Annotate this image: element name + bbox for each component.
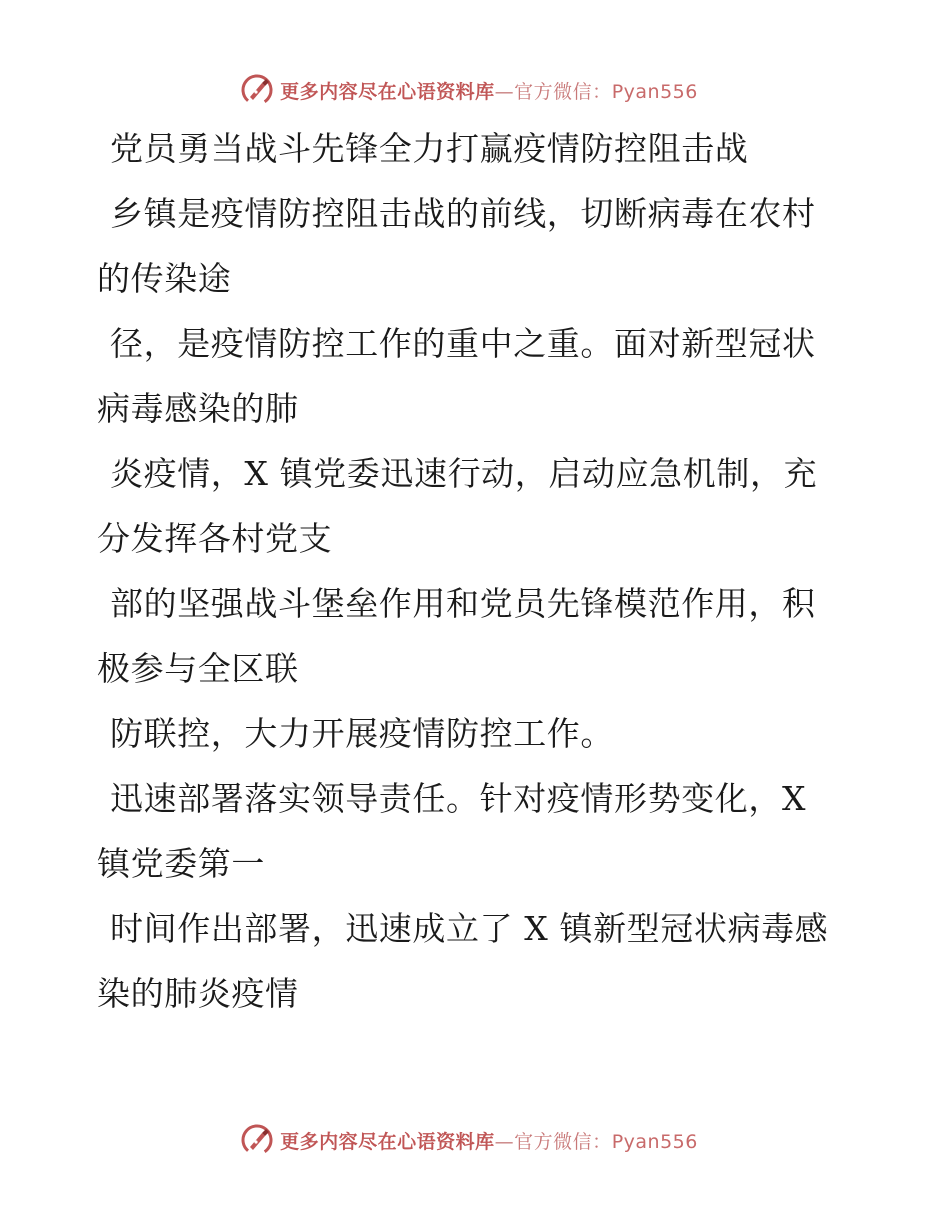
document-body — [97, 116, 857, 1026]
banner-content — [240, 73, 698, 107]
banner-wechat-id: Pyan556 — [611, 1130, 698, 1153]
pen-nib-seal-icon — [240, 73, 274, 107]
banner-site-text: 更多内容尽在心语资料库 — [280, 80, 495, 103]
paragraph-line: 极参与全区联 — [97, 649, 299, 688]
paragraph-line: 部的坚强战斗堡垒作用和党员先锋模范作用，积 — [110, 584, 816, 623]
paragraph-line: 乡镇是疫情防控阻击战的前线，切断病毒在农村 — [110, 194, 816, 233]
paragraph-line: 病毒感染的肺 — [97, 389, 299, 428]
paragraph — [97, 311, 857, 441]
paragraph — [97, 441, 857, 571]
banner-wechat-label: 官方微信： — [514, 1130, 612, 1153]
banner-content — [240, 1123, 698, 1157]
banner-text — [280, 1127, 698, 1154]
paragraph-line: 的传染途 — [97, 259, 232, 298]
paragraph-line: 党员勇当战斗先锋全力打赢疫情防控阻击战 — [110, 129, 749, 168]
paragraph-line: 径，是疫情防控工作的重中之重。面对新型冠状 — [110, 324, 816, 363]
footer-banner — [0, 1120, 950, 1160]
banner-dash: — — [494, 80, 515, 103]
paragraph-line: 防联控，大力开展疫情防控工作。 — [110, 714, 614, 753]
paragraph-line: 分发挥各村党支 — [97, 519, 333, 558]
banner-site-text: 更多内容尽在心语资料库 — [280, 1130, 495, 1153]
banner-dash: — — [494, 1130, 515, 1153]
paragraph-line: 炎疫情，X 镇党委迅速行动，启动应急机制，充 — [110, 454, 818, 493]
paragraph-line: 时间作出部署，迅速成立了 X 镇新型冠状病毒感 — [110, 909, 829, 948]
banner-wechat-id: Pyan556 — [611, 80, 698, 103]
header-banner — [0, 70, 950, 110]
paragraph-line: 染的肺炎疫情 — [97, 974, 299, 1013]
paragraph — [97, 701, 857, 766]
paragraph-line: 镇党委第一 — [97, 844, 265, 883]
paragraph — [97, 766, 857, 896]
paragraph — [97, 571, 857, 701]
paragraph — [97, 181, 857, 311]
paragraph — [97, 896, 857, 1026]
pen-nib-seal-icon — [240, 1123, 274, 1157]
banner-wechat-label: 官方微信： — [514, 80, 612, 103]
document-title — [97, 116, 857, 181]
banner-text — [280, 77, 698, 104]
paragraph-line: 迅速部署落实领导责任。针对疫情形势变化，X — [110, 779, 807, 818]
